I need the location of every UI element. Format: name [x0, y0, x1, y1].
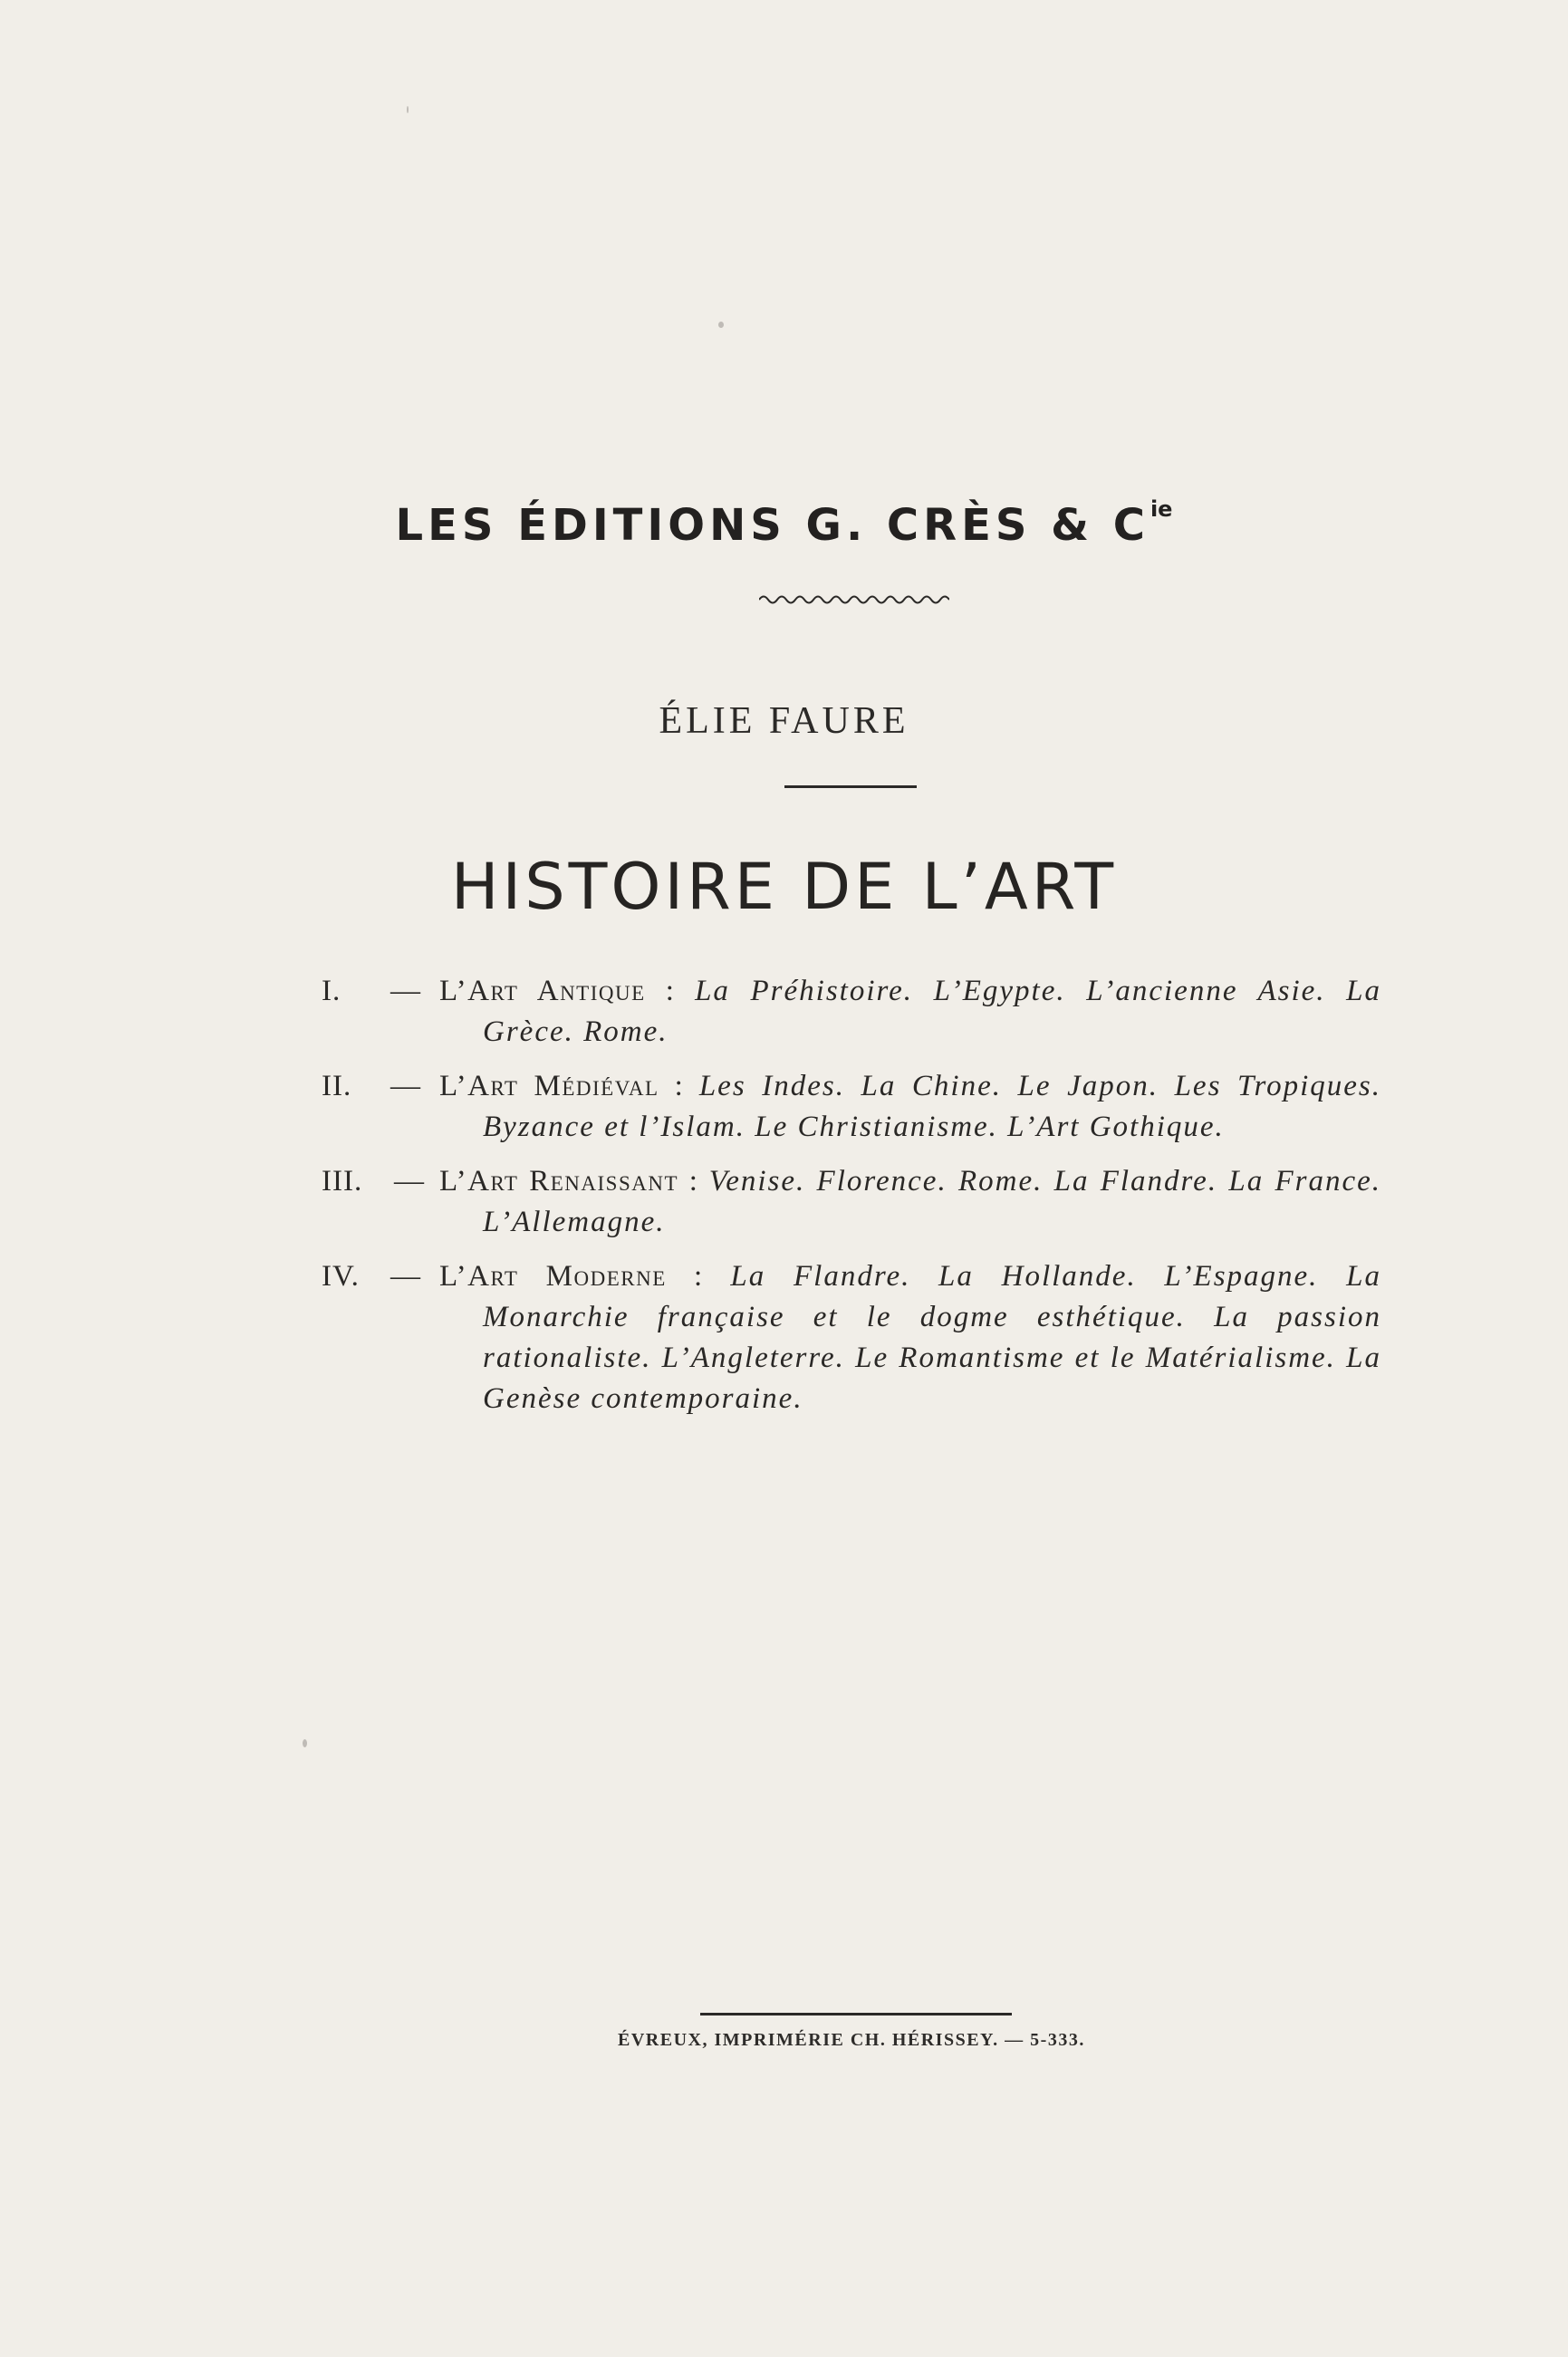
volume-heading: L’Art Moderne :	[439, 1260, 704, 1293]
series-title: HISTOIRE DE L’ART	[450, 850, 1118, 924]
long-rule	[700, 2013, 1012, 2015]
volume-heading: L’Art Médiéval :	[439, 1070, 685, 1102]
printer-imprint: ÉVREUX, IMPRIMÉRIE CH. HÉRISSEY. — 5-333.	[618, 2030, 1085, 2050]
volume-list	[322, 971, 1381, 1433]
volume-number: III.	[322, 1165, 363, 1198]
volume-number: IV.	[322, 1260, 360, 1293]
paper-speck	[718, 322, 724, 328]
volume-entry-4	[322, 1256, 1381, 1419]
short-rule	[784, 785, 917, 788]
volume-contents: La Préhistoire. L’Egypte. L’ancienne Asie. La Grèce. Rome.	[483, 975, 1381, 1048]
paper-speck	[407, 106, 409, 113]
volume-entry-3	[322, 1161, 1381, 1243]
author-name: ÉLIE FAURE	[659, 700, 909, 742]
volume-entry-2	[322, 1066, 1381, 1148]
publisher-name: LES ÉDITIONS G. CRÈS & $C^{ie}$	[395, 496, 1173, 551]
volume-contents: La Flandre. La Hollande. L’Espagne. La Monarchie française et le dogme esthétique. La passion rationaliste. L’Angleterre. Le Romantisme et le Matérialisme. La Genèse contemporaine.	[483, 1260, 1382, 1415]
volume-contents: Venise. Florence. Rome. La Flandre. La France. L’Allemagne.	[483, 1165, 1382, 1238]
volume-number: I.	[322, 975, 341, 1007]
publisher-suffix: ie	[1150, 496, 1173, 522]
volume-entry-1	[322, 971, 1381, 1053]
volume-dash: —	[390, 1260, 421, 1293]
wavy-ornament	[759, 593, 949, 606]
volume-number: II.	[322, 1070, 352, 1102]
volume-dash: —	[394, 1165, 425, 1198]
volume-contents: Les Indes. La Chine. Le Japon. Les Tropiques. Byzance et l’Islam. Le Christianisme. L’Art Gothique.	[483, 1070, 1382, 1143]
volume-dash: —	[390, 1070, 421, 1102]
volume-dash: —	[390, 975, 421, 1007]
paper-speck	[303, 1739, 307, 1747]
volume-heading: L’Art Antique :	[439, 975, 676, 1007]
volume-heading: L’Art Renaissant :	[439, 1165, 699, 1198]
